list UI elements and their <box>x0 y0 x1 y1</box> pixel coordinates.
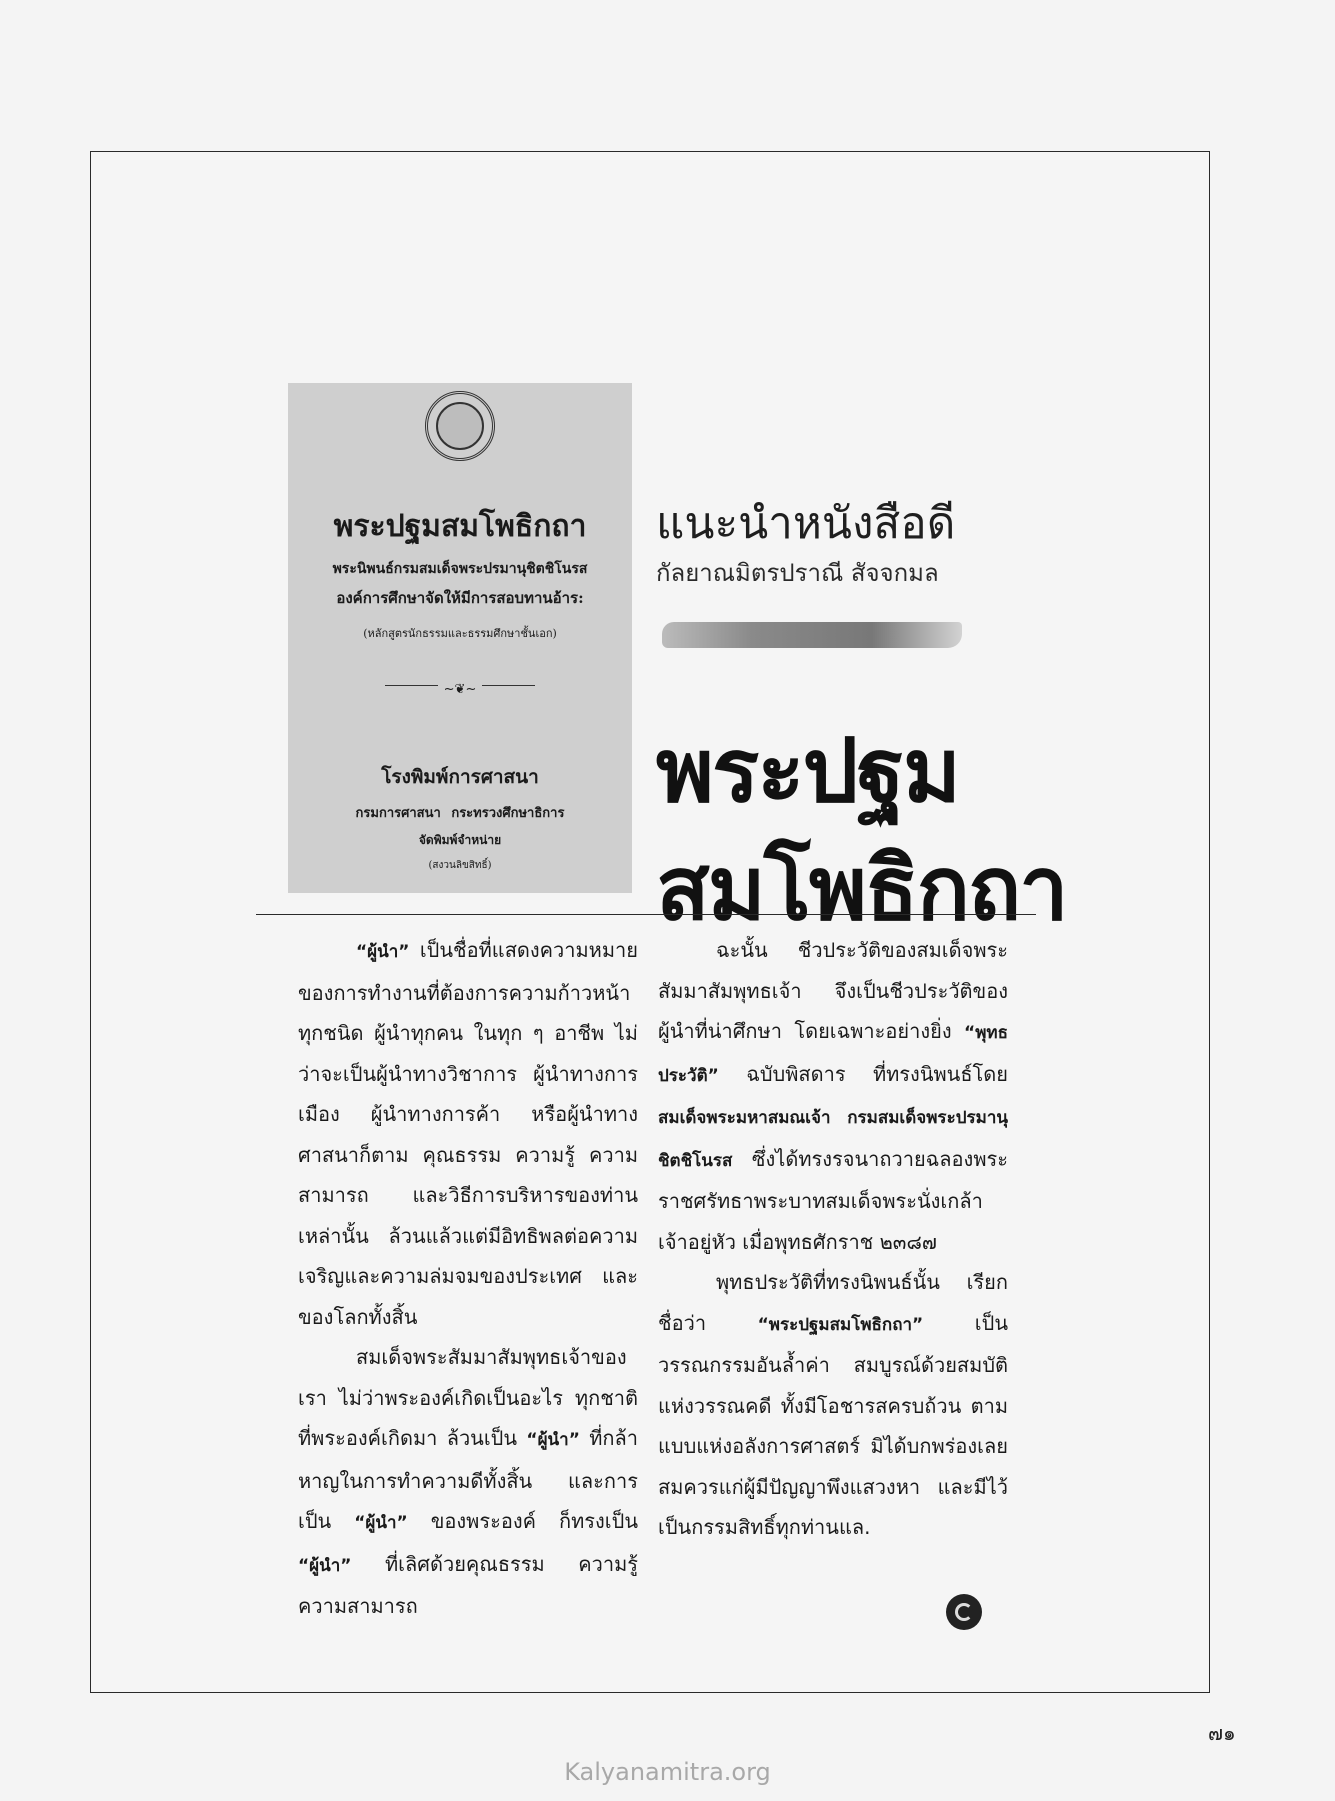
cover-press: โรงพิมพ์การศาสนา <box>381 766 539 788</box>
headline-line-1: พระปฐม <box>656 719 959 822</box>
author-byline: กัลยาณมิตรปราณี สัจจกมล <box>656 559 939 587</box>
emblem-seal-icon <box>425 391 495 461</box>
cover-note: (หลักสูตรนักธรรมและธรรมศึกษาชั้นเอก) <box>363 627 557 640</box>
paragraph: “ผู้นำ” เป็นชื่อที่แสดงความหมายของการทำงานที่ต้องการความก้าวหน้าทุกชนิด ผู้นำทุกคน ในทุก ๆ อาชีพ ไม่ว่าจะเป็นผู้นำทางวิชาการ ผู้นำทางการเมือง ผู้นำทางการค้า หรือผู้นำทางศาสนาก็ตาม คุณธรรม ความรู้ ความสามารถ และวิธีการบริหารของท่านเหล่านั้น ล้วนแล้วแต่มีอิทธิพลต่อความเจริญและความล่มจมของประเทศ และของโลกทั้งสิ้น <box>298 938 638 1329</box>
paragraph: ฉะนั้น ชีวประวัติของสมเด็จพระสัมมาสัมพุทธเจ้า จึงเป็นชีวประวัติของผู้นำที่น่าศึกษา โดยเฉพาะอย่างยิ่ง “พุทธประวัติ” ฉบับพิสดาร ที่ทรงนิพนธ์โดย สมเด็จพระมหาสมณเจ้า กรมสมเด็จพระปรมานุชิตชิโนรส ซึ่งได้ทรงรจนาถวายฉลองพระราชศรัทธาพระบาทสมเด็จพระนั่งเกล้าเจ้าอยู่หัว เมื่อพุทธศักราช ๒๓๘๗ <box>658 938 1008 1254</box>
cover-rights: (สงวนลิขสิทธิ์) <box>428 860 492 871</box>
cover-org: องค์การศึกษาจัดให้มีการสอบทานอ้าร: <box>336 589 584 607</box>
brush-stroke-decoration <box>662 622 962 648</box>
paragraph: พุทธประวัติที่ทรงนิพนธ์นั้น เรียกชื่อว่า “พระปฐมสมโพธิกถา” เป็นวรรณกรรมอันล้ำค่า สมบูรณ์ด้วยสมบัติแห่งวรรณคดี ทั้งมีโอชารสครบถ้วน ตามแบบแห่งอลังการศาสตร์ มิได้บกพร่องเลย สมควรแก่ผู้มีปัญญาพึงแสวงหา และมีไว้เป็นกรรมสิทธิ์ทุกท่านแล. <box>658 1270 1008 1539</box>
divider-rule <box>256 914 1036 915</box>
ornament-divider-icon: ~❦~ <box>385 678 535 692</box>
section-title: แนะนำหนังสือดี <box>656 498 956 549</box>
paragraph: สมเด็จพระสัมมาสัมพุทธเจ้าของเรา ไม่ว่าพระองค์เกิดเป็นอะไร ทุกชาติที่พระองค์เกิดมา ล้วนเป็น “ผู้นำ” ที่กล้าหาญในการทำความดีทั้งสิ้น และการเป็น “ผู้นำ” ของพระองค์ ก็ทรงเป็น “ผู้นำ” ที่เลิศด้วยคุณธรรม ความรู้ ความสามารถ <box>298 1345 638 1618</box>
cover-dist: จัดพิมพ์จำหน่าย <box>418 833 502 847</box>
left-column <box>298 930 638 1627</box>
page-number: ๗๑ <box>1208 1721 1236 1745</box>
headline-line-2: สมโพธิกถา <box>656 837 1067 940</box>
cover-title: พระปฐมสมโพธิกถา <box>333 509 587 544</box>
cover-author: พระนิพนธ์กรมสมเด็จพระปรมานุชิตชิโนรส <box>332 561 588 577</box>
end-mark-icon <box>946 1594 982 1630</box>
right-column <box>658 930 1008 1548</box>
watermark: Kalyanamitra.org <box>564 1758 771 1786</box>
cover-dept: กรมการศาสนา กระทรวงศึกษาธิการ <box>355 806 565 821</box>
book-cover-image <box>288 383 632 893</box>
